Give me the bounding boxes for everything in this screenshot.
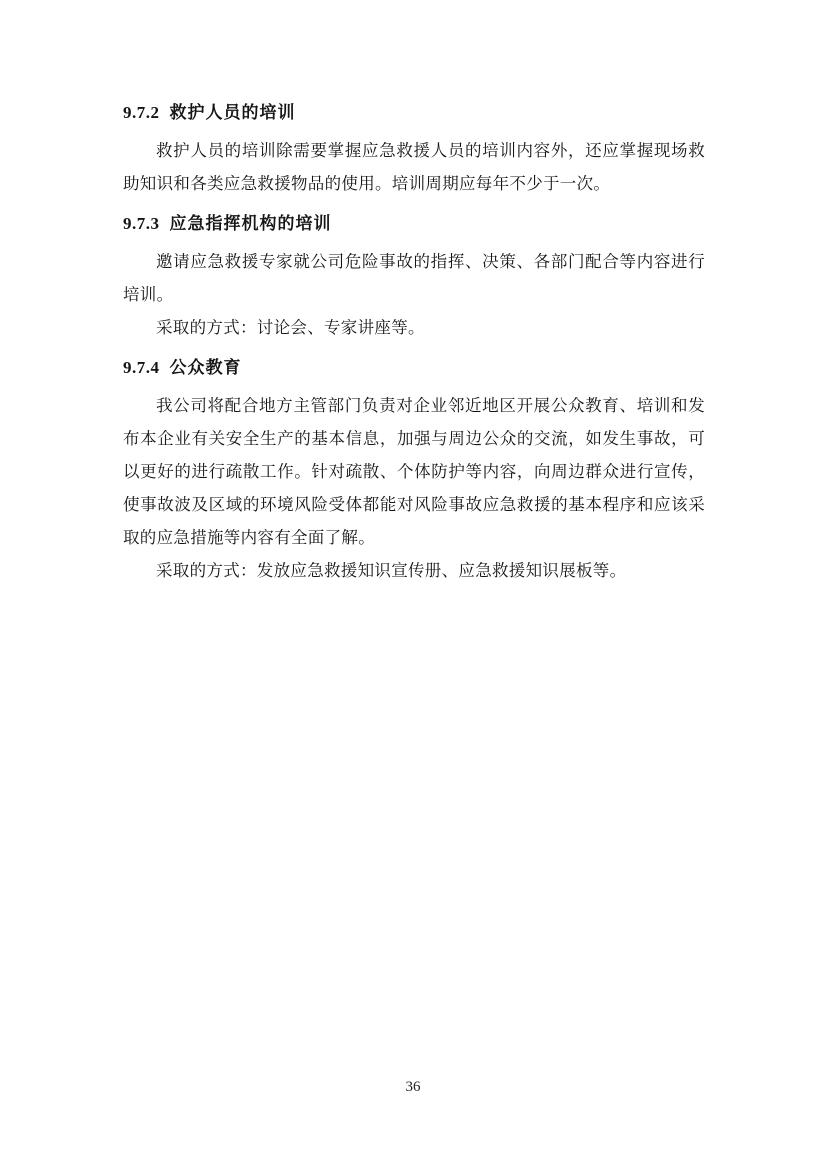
section-title: 公众教育 (169, 358, 242, 377)
paragraph: 救护人员的培训除需要掌握应急救援人员的培训内容外，还应掌握现场救助知识和各类应急救援物品的使用。培训周期应每年不少于一次。 (123, 141, 705, 193)
page-number: 36 (405, 1079, 421, 1095)
paragraph: 采取的方式：发放应急救援知识宣传册、应急救援知识展板等。 (156, 561, 627, 580)
section-number: 9.7.4 (123, 358, 160, 377)
section-heading-9-7-3 (123, 207, 705, 240)
paragraph: 邀请应急救援专家就公司危险事故的指挥、决策、各部门配合等内容进行培训。 (123, 252, 705, 304)
section-title: 应急指挥机构的培训 (169, 214, 332, 233)
section-heading-9-7-4 (123, 351, 705, 384)
document-content (123, 96, 705, 587)
section-number: 9.7.3 (123, 214, 160, 233)
paragraph: 我公司将配合地方主管部门负责对企业邻近地区开展公众教育、培训和发布本企业有关安全生产的基本信息，加强与周边公众的交流，如发生事故，可以更好的进行疏散工作。针对疏散、个体防护等内容，向周边群众进行宣传，使事故波及区域的环境风险受体都能对风险事故应急救援的基本程序和应该采取的应急措施等内容有全面了解。 (123, 396, 705, 547)
paragraph: 采取的方式：讨论会、专家讲座等。 (156, 318, 425, 337)
page-footer (0, 1077, 826, 1097)
section-heading-9-7-2 (123, 96, 705, 129)
section-title: 救护人员的培训 (169, 103, 296, 122)
section-number: 9.7.2 (123, 103, 160, 122)
